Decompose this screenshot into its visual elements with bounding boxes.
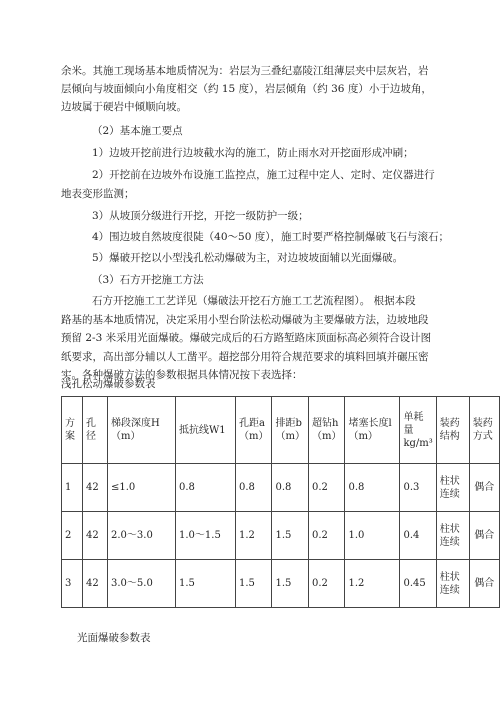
table-cell: 0.2 [308,560,344,608]
table-row [62,464,500,512]
table-cell: 42 [83,464,108,512]
table-cell: 42 [83,512,108,560]
table-header-cell: 装药结构 [436,397,469,464]
table-cell: 1.2 [345,560,400,608]
table-cell: 1.2 [236,512,272,560]
paragraph-line: 4）围边坡自然坡度很陡（40～50 度），施工时要严格控制爆破飞石与滚石； [92,231,449,243]
table-header-cell: 排距b（m） [272,397,308,464]
table-header-cell: 单耗量kg/m³ [400,397,436,464]
table-header-cell: 堵塞长度l（m） [345,397,400,464]
paragraph-line: 边坡属于硬岩中倾顺向坡。 [61,101,187,113]
table-cell: 0.2 [308,464,344,512]
table-header-cell: 孔径 [83,397,108,464]
table-row [62,560,500,608]
table-cell: 1 [62,464,83,512]
table-cell: 柱状连续 [436,512,469,560]
table-cell: 1.5 [236,560,272,608]
table-cell: 柱状连续 [436,560,469,608]
table-header-cell: 超钻h（m） [308,397,344,464]
table-header-cell: 孔距a（m） [236,397,272,464]
table-row [62,512,500,560]
table-header-cell: 抵抗线W1 [176,397,236,464]
table-cell: 0.2 [308,512,344,560]
paragraph-line: 纸要求，高出部分辅以人工凿平。超挖部分用符合规范要求的填料回填并碾压密 [61,351,429,363]
table-header-row [62,397,500,464]
table-cell: 偶合 [469,560,499,608]
table-cell: 1.5 [272,560,308,608]
table-cell: 1.0～1.5 [176,512,236,560]
table-cell: 0.8 [345,464,400,512]
paragraph-line: 层倾向与坡面倾向小角度相交（约 15 度），岩层倾角（约 36 度）小于边坡角， [61,83,432,95]
paragraph-line: 3）从坡顶分级进行开挖，开挖一级防护一级； [92,210,309,222]
table-cell: 0.8 [272,464,308,512]
table-header-cell: 装药方式 [469,397,499,464]
section-heading: （3）石方开挖施工方法 [92,274,204,286]
table-cell: 2.0～3.0 [108,512,176,560]
table-cell: 3 [62,560,83,608]
table-cell: ≤1.0 [108,464,176,512]
table-cell: 偶合 [469,464,499,512]
paragraph-line: 余米。其施工现场基本地质情况为：岩层为三叠纪嘉陵江组薄层夹中层灰岩，岩 [61,65,429,77]
table-cell: 0.45 [400,560,436,608]
table-cell: 2 [62,512,83,560]
table-cell: 0.4 [400,512,436,560]
table-header-cell: 梯段深度H（m） [108,397,176,464]
table-cell: 1.5 [176,560,236,608]
paragraph-line: 石方开挖施工工艺详见（爆破法开挖石方施工工艺流程图）。 根据本段 [92,295,416,307]
section-heading: （2）基本施工要点 [92,125,183,137]
blasting-parameter-table [61,396,500,608]
table-cell: 0.3 [400,464,436,512]
table-cell: 0.8 [176,464,236,512]
paragraph-line: 1）边坡开挖前进行边坡截水沟的施工，防止雨水对开挖面形成冲刷； [92,147,414,159]
table-caption: 光面爆破参数表 [77,632,151,644]
table-caption: 浅孔松动爆破参数表 [61,378,156,390]
table-cell: 1.5 [272,512,308,560]
table-cell: 3.0～5.0 [108,560,176,608]
paragraph-line: 实。各种爆破方法的参数根据具体情况按下表选择： [61,369,303,381]
paragraph-line: 路基的基本地质情况，决定采用小型台阶法松动爆破为主要爆破方法，边坡地段 [61,314,429,326]
table-cell: 1.0 [345,512,400,560]
table-cell: 0.8 [236,464,272,512]
table-cell: 柱状连续 [436,464,469,512]
table-cell: 偶合 [469,512,499,560]
paragraph-line: 预留 2-3 米采用光面爆破。爆破完成后的石方路堑路床顶面标高必须符合设计图 [61,332,432,344]
paragraph-line: 5）爆破开挖以小型浅孔松动爆破为主，对边坡坡面辅以光面爆破。 [92,252,404,264]
paragraph-line: 地表变形监测； [61,188,135,200]
table-header-cell: 方案 [62,397,83,464]
table-cell: 42 [83,560,108,608]
paragraph-line: 2）开挖前在边坡外布设施工监控点，施工过程中定人、定时、定仪器进行 [92,169,435,181]
